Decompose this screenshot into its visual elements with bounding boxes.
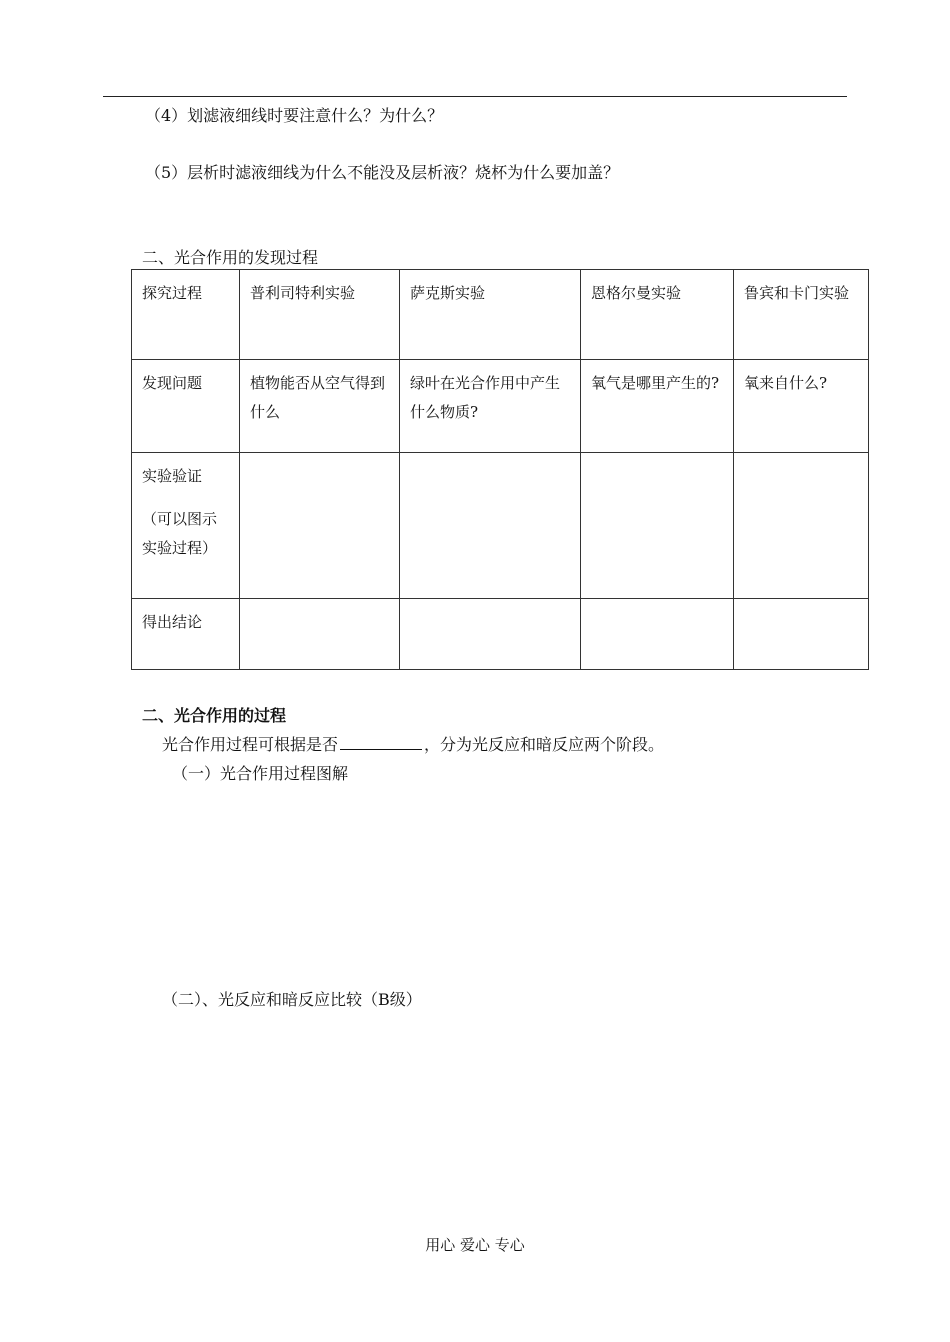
table-row-verify bbox=[132, 453, 869, 599]
table-cell-empty bbox=[581, 453, 734, 599]
process-section-title: 二、光合作用的过程 bbox=[142, 706, 287, 725]
table-row-problem bbox=[132, 360, 869, 453]
table-cell-empty bbox=[581, 599, 734, 670]
table-cell-empty bbox=[734, 453, 869, 599]
table-cell: 植物能否从空气得到什么 bbox=[240, 360, 400, 453]
header-cell: 恩格尔曼实验 bbox=[581, 270, 734, 360]
table-cell: 氧气是哪里产生的? bbox=[581, 360, 734, 453]
intro-text-before: 光合作用过程可根据是否 bbox=[162, 735, 339, 754]
question-4: （4）划滤液细线时要注意什么？为什么？ bbox=[145, 106, 444, 125]
header-cell: 鲁宾和卡门实验 bbox=[734, 270, 869, 360]
question-5: （5）层析时滤液细线为什么不能没及层析液？烧杯为什么要加盖？ bbox=[145, 163, 620, 182]
table-cell-empty bbox=[400, 599, 581, 670]
header-cell: 普利司特利实验 bbox=[240, 270, 400, 360]
header-rule bbox=[103, 96, 847, 97]
table-cell-empty bbox=[240, 453, 400, 599]
table-cell: 氧来自什么? bbox=[734, 360, 869, 453]
table-cell: 绿叶在光合作用中产生什么物质? bbox=[400, 360, 581, 453]
table-row-conclusion bbox=[132, 599, 869, 670]
subsection-comparison: （二）、光反应和暗反应比较（B级） bbox=[162, 990, 422, 1009]
discovery-table bbox=[131, 269, 869, 670]
page-footer: 用心 爱心 专心 bbox=[425, 1236, 525, 1254]
verify-label: 实验验证 bbox=[142, 467, 203, 485]
row-label: 发现问题 bbox=[132, 360, 240, 453]
verify-note: （可以图示实验过程） bbox=[142, 510, 218, 557]
table-header-row bbox=[132, 270, 869, 360]
table-cell-empty bbox=[400, 453, 581, 599]
table-cell-empty bbox=[240, 599, 400, 670]
header-cell: 探究过程 bbox=[132, 270, 240, 360]
row-label bbox=[132, 453, 240, 599]
table-cell-empty bbox=[734, 599, 869, 670]
process-intro bbox=[162, 732, 664, 755]
intro-text-after: ，分为光反应和暗反应两个阶段。 bbox=[424, 735, 665, 754]
fill-in-blank[interactable] bbox=[340, 733, 422, 750]
row-label: 得出结论 bbox=[132, 599, 240, 670]
header-cell: 萨克斯实验 bbox=[400, 270, 581, 360]
discovery-section-title: 二、光合作用的发现过程 bbox=[142, 248, 319, 267]
subsection-diagram: （一）光合作用过程图解 bbox=[172, 764, 349, 783]
